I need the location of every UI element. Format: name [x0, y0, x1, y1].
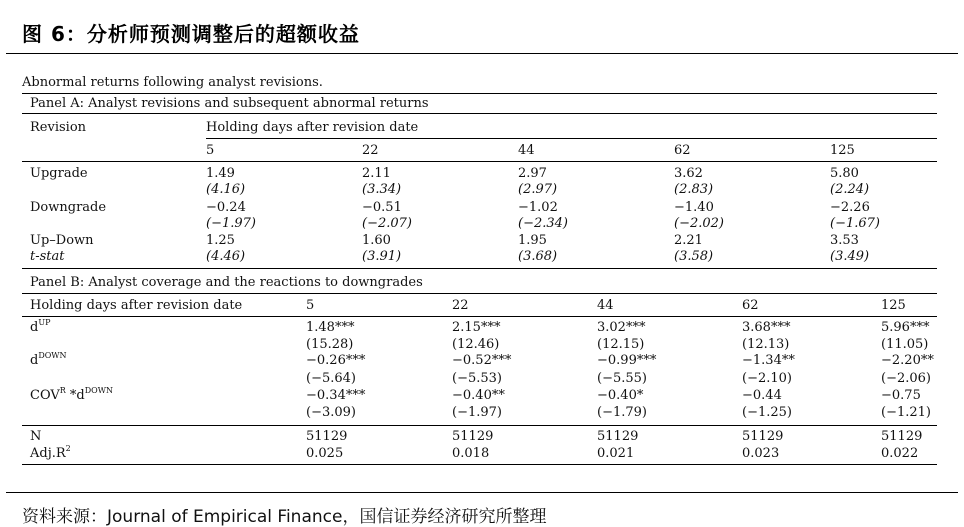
cell-tstat: (3.68): [518, 249, 558, 264]
cell-tstat: (−1.21): [881, 405, 931, 420]
panel-b-day-5: 5: [306, 298, 315, 313]
cell-tstat: (−2.07): [362, 216, 412, 231]
cell: −2.26: [830, 200, 870, 215]
cell-tstat: (−5.53): [452, 371, 502, 386]
cell: −0.26***: [306, 353, 366, 368]
cell-tstat: (−1.67): [830, 216, 880, 231]
cell: 1.25: [206, 233, 235, 248]
cell: 1.49: [206, 166, 235, 181]
cell-tstat: (3.34): [362, 182, 402, 197]
cell-tstat: (−3.09): [306, 405, 356, 420]
cell-tstat: (−5.64): [306, 371, 356, 386]
panel-a-title: Panel A: Analyst revisions and subsequent abnormal returns: [30, 96, 429, 111]
cell-tstat: (−1.97): [206, 216, 256, 231]
table-caption: Abnormal returns following analyst revisions.: [22, 75, 323, 90]
cell-tstat: (2.97): [518, 182, 558, 197]
cell: 2.97: [518, 166, 547, 181]
table-bottom-rule: [22, 464, 937, 465]
cell: 1.95: [518, 233, 547, 248]
row-label-upgrade: Upgrade: [30, 166, 88, 181]
row-label-d-down: $d^{DOWN}$: [30, 351, 67, 368]
row-label-t-stat: t-stat: [30, 249, 65, 264]
figure-title: 图 6：分析师预测调整后的超额收益: [22, 22, 360, 46]
cell-tstat: (2.83): [674, 182, 714, 197]
cell: −0.75: [881, 388, 921, 403]
cell-tstat: (12.15): [597, 337, 645, 352]
title-rule: [6, 53, 958, 54]
cell: −0.52***: [452, 353, 512, 368]
cell: −0.99***: [597, 353, 657, 368]
cell: −0.34***: [306, 388, 366, 403]
cell: −2.20**: [881, 353, 934, 368]
panel-b-day-62: 62: [742, 298, 759, 313]
cell: 51129: [452, 429, 494, 444]
cell-tstat: (4.46): [206, 249, 246, 264]
cell-tstat: (12.13): [742, 337, 790, 352]
panel-b-title: Panel B: Analyst coverage and the reactions to downgrades: [30, 275, 423, 290]
cell: −1.02: [518, 200, 558, 215]
cell-tstat: (11.05): [881, 337, 929, 352]
cell-tstat: (3.49): [830, 249, 870, 264]
cell-tstat: (−2.06): [881, 371, 931, 386]
row-label-downgrade: Downgrade: [30, 200, 107, 215]
cell: 0.025: [306, 446, 344, 461]
cell-tstat: (−5.55): [597, 371, 647, 386]
cell: 1.48***: [306, 320, 355, 335]
cell: −0.24: [206, 200, 246, 215]
panel-a-day-62: 62: [674, 143, 691, 158]
panel-a-rule: [22, 113, 937, 114]
cell: 3.02***: [597, 320, 646, 335]
cell: 1.60: [362, 233, 391, 248]
cell: 3.62: [674, 166, 703, 181]
cell: 5.80: [830, 166, 859, 181]
cell-tstat: (−2.02): [674, 216, 724, 231]
cell: −0.40**: [452, 388, 505, 403]
row-label-d-up: $d^{UP}$: [30, 318, 51, 335]
cell: −0.51: [362, 200, 402, 215]
cell: 3.68***: [742, 320, 791, 335]
cell-tstat: (15.28): [306, 337, 354, 352]
panel-a-col-label: Revision: [30, 120, 87, 135]
row-label-up-down: Up–Down: [30, 233, 94, 248]
panel-b-day-22: 22: [452, 298, 469, 313]
panel-a-header-rule: [22, 161, 937, 162]
cell: 2.15***: [452, 320, 501, 335]
cell: 0.022: [881, 446, 919, 461]
cell-tstat: (12.46): [452, 337, 500, 352]
cell-tstat: (−2.34): [518, 216, 568, 231]
cell: 2.21: [674, 233, 703, 248]
panel-a-day-125: 125: [830, 143, 855, 158]
cell: 51129: [306, 429, 348, 444]
cell-tstat: (2.24): [830, 182, 870, 197]
row-label-cov-d-down: $COV^R$ $*d^{DOWN}$: [30, 386, 113, 403]
cell-tstat: (−1.79): [597, 405, 647, 420]
row-label-n: N: [30, 429, 42, 444]
cell: 3.53: [830, 233, 859, 248]
cell: −0.44: [742, 388, 782, 403]
source-note: 资料来源：Journal of Empirical Finance，国信证券经济研究所整理: [22, 507, 547, 527]
cell: 0.021: [597, 446, 635, 461]
panel-b-stats-rule: [22, 425, 937, 426]
panel-b-rule: [22, 293, 937, 294]
panel-a-bottom-rule: [22, 268, 937, 269]
cell: 0.023: [742, 446, 780, 461]
cell: 0.018: [452, 446, 490, 461]
cell: 51129: [597, 429, 639, 444]
panel-b-header-label: Holding days after revision date: [30, 298, 243, 313]
panel-b-day-44: 44: [597, 298, 614, 313]
panel-a-group-rule: [206, 138, 937, 139]
panel-a-day-5: 5: [206, 143, 215, 158]
cell-tstat: (−1.25): [742, 405, 792, 420]
cell: 5.96***: [881, 320, 930, 335]
panel-a-day-22: 22: [362, 143, 379, 158]
cell: 51129: [881, 429, 923, 444]
cell: −1.40: [674, 200, 714, 215]
panel-a-group-header: Holding days after revision date: [206, 120, 419, 135]
panel-b-header-rule: [22, 316, 937, 317]
cell-tstat: (4.16): [206, 182, 246, 197]
cell: −0.40*: [597, 388, 644, 403]
cell-tstat: (3.58): [674, 249, 714, 264]
source-rule: [6, 492, 958, 493]
panel-a-day-44: 44: [518, 143, 535, 158]
cell-tstat: (−2.10): [742, 371, 792, 386]
panel-b-day-125: 125: [881, 298, 906, 313]
cell: −1.34**: [742, 353, 795, 368]
cell: 51129: [742, 429, 784, 444]
row-label-adj-r2: $Adj.R^2$: [30, 444, 71, 461]
cell-tstat: (−1.97): [452, 405, 502, 420]
cell-tstat: (3.91): [362, 249, 402, 264]
rule-top: [22, 93, 937, 94]
cell: 2.11: [362, 166, 391, 181]
